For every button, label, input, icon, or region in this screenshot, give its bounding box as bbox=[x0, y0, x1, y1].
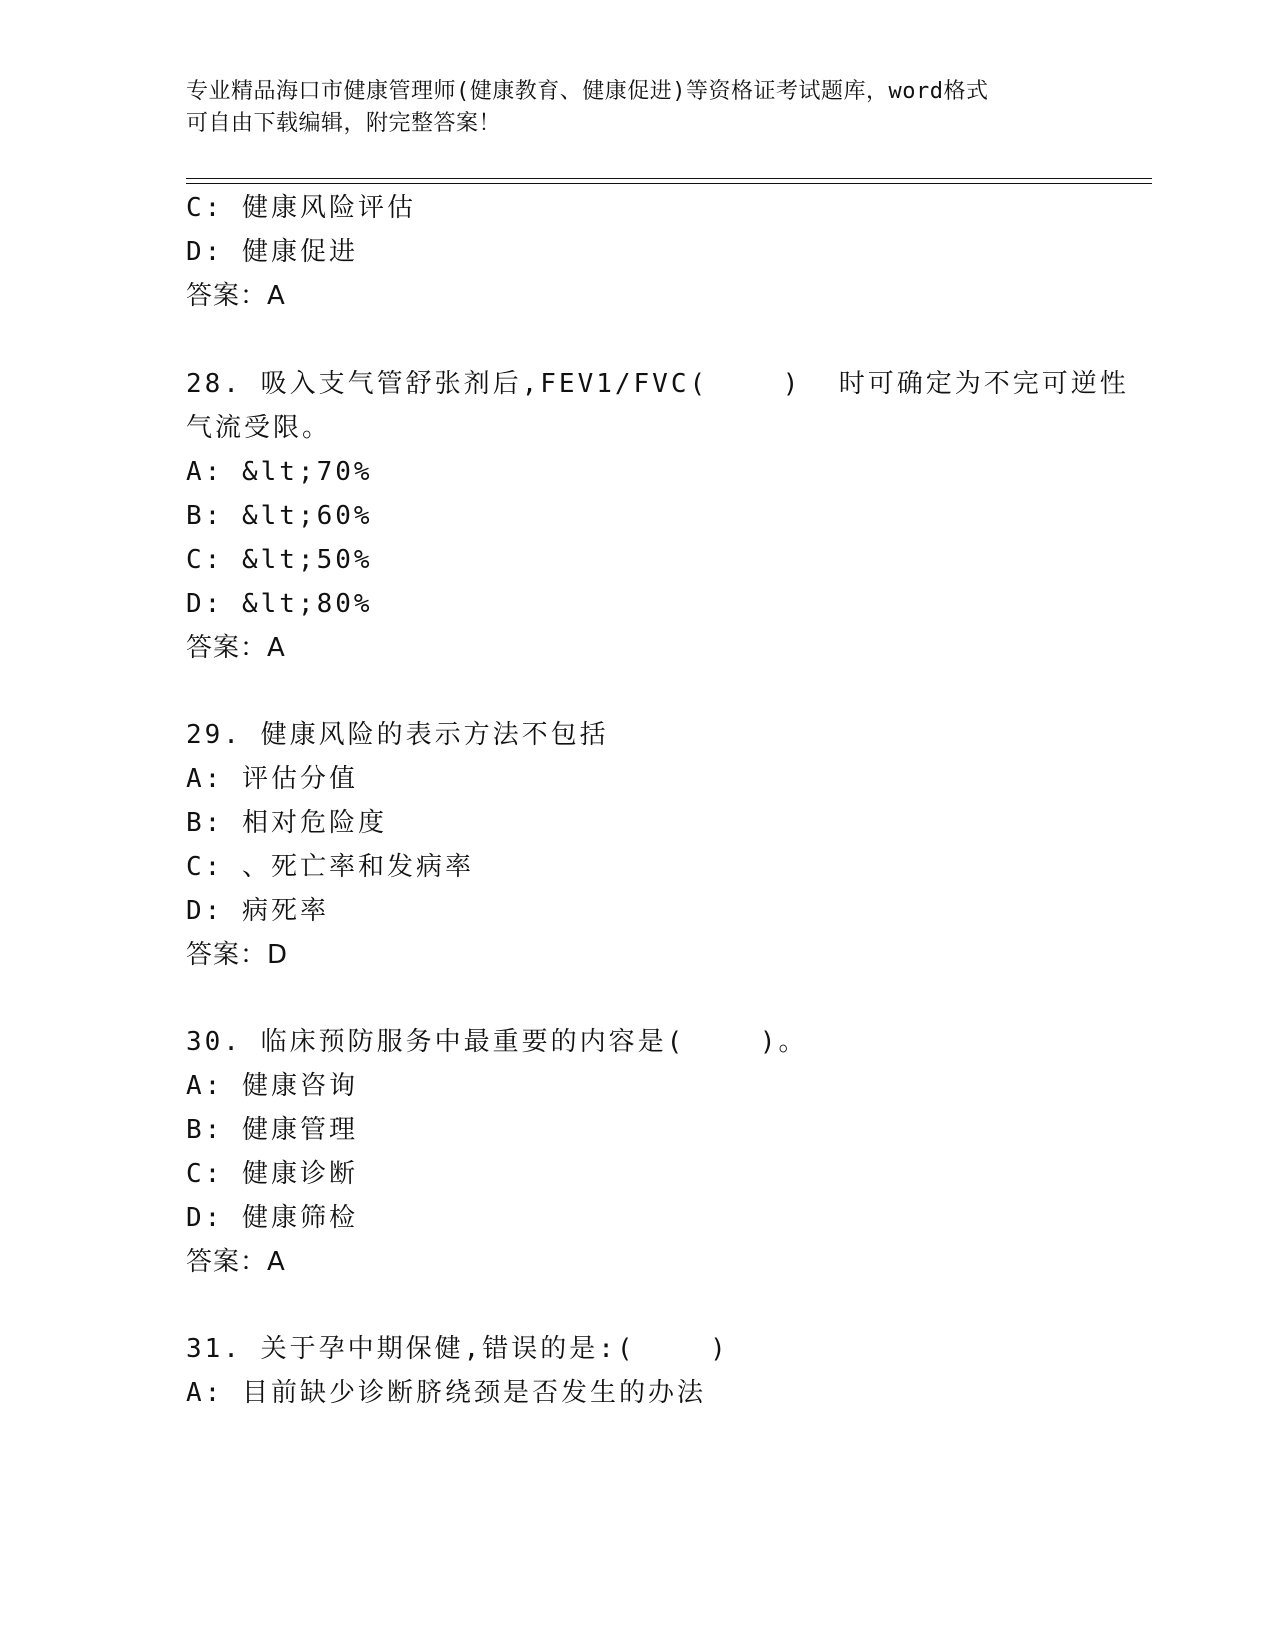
q28-option-b: B: &lt;60% bbox=[186, 501, 373, 531]
prev-answer: 答案：A bbox=[186, 281, 286, 311]
q29-option-c: C: 、死亡率和发病率 bbox=[186, 852, 474, 882]
q29-option-a: A: 评估分值 bbox=[186, 764, 358, 794]
prev-option-c: C: 健康风险评估 bbox=[186, 193, 416, 223]
q28-stem-line-2: 气流受限。 bbox=[186, 413, 332, 443]
q30-option-a: A: 健康咨询 bbox=[186, 1071, 358, 1101]
header-line-1: 专业精品海口市健康管理师(健康教育、健康促进)等资格证考试题库，word格式 bbox=[186, 79, 989, 104]
header-line-2: 可自由下载编辑，附完整答案！ bbox=[186, 111, 502, 136]
q30-option-d: D: 健康筛检 bbox=[186, 1203, 358, 1233]
q31-stem: 31. 关于孕中期保健,错误的是:( ) bbox=[186, 1334, 729, 1364]
q28-option-c: C: &lt;50% bbox=[186, 545, 373, 575]
q28-option-a: A: &lt;70% bbox=[186, 457, 373, 487]
header-divider-top bbox=[186, 178, 1152, 179]
prev-option-d: D: 健康促进 bbox=[186, 237, 358, 267]
q30-option-c: C: 健康诊断 bbox=[186, 1159, 358, 1189]
document-header bbox=[186, 76, 1086, 140]
q30-stem: 30. 临床预防服务中最重要的内容是( )。 bbox=[186, 1027, 808, 1057]
q28-option-d: D: &lt;80% bbox=[186, 589, 373, 619]
q31-option-a: A: 目前缺少诊断脐绕颈是否发生的办法 bbox=[186, 1378, 706, 1408]
header-divider-bottom bbox=[186, 183, 1152, 184]
q29-stem: 29. 健康风险的表示方法不包括 bbox=[186, 720, 609, 750]
q30-option-b: B: 健康管理 bbox=[186, 1115, 358, 1145]
q28-answer: 答案：A bbox=[186, 633, 286, 663]
q30-answer: 答案：A bbox=[186, 1247, 286, 1277]
q28-stem-line-1: 28. 吸入支气管舒张剂后,FEV1/FVC( ) 时可确定为不完可逆性 bbox=[186, 369, 1129, 399]
q29-option-d: D: 病死率 bbox=[186, 896, 329, 926]
q29-answer: 答案：D bbox=[186, 940, 289, 970]
q29-option-b: B: 相对危险度 bbox=[186, 808, 387, 838]
